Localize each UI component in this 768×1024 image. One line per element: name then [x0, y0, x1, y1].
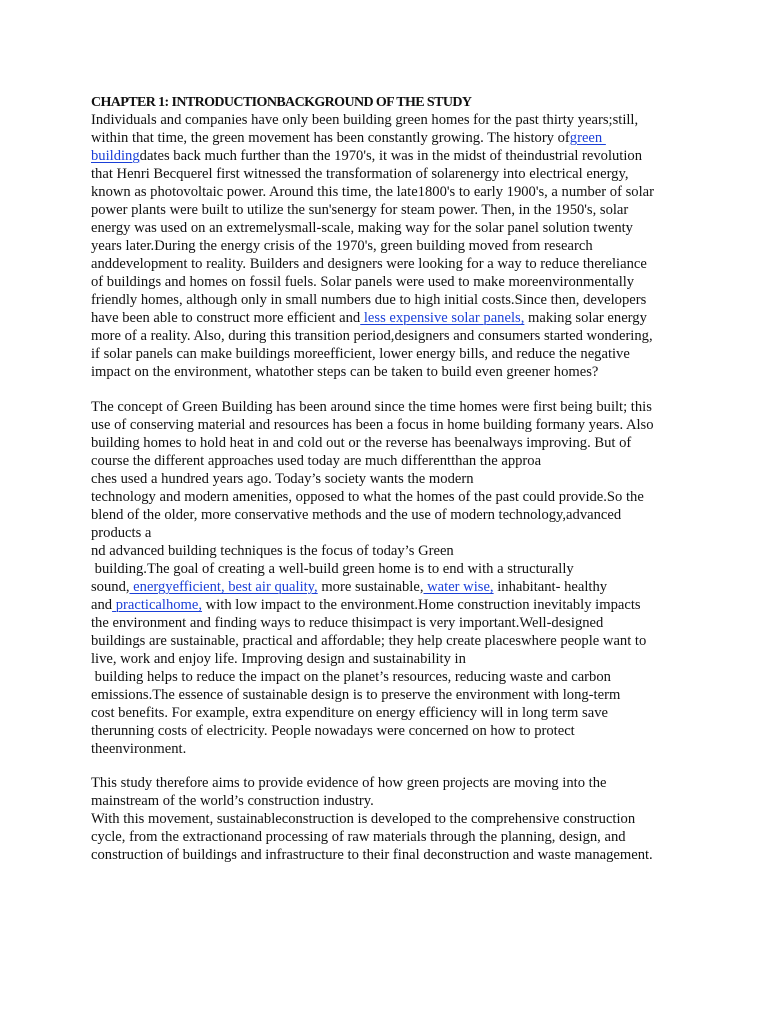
hyperlink[interactable]: green — [569, 130, 606, 146]
text-run: that Henri Becquerel first witnessed the transformation of solarenergy into electrical energy, — [91, 166, 629, 182]
text-line — [91, 345, 630, 363]
text-line — [91, 774, 607, 792]
text-run: friendly homes, although only in small numbers due to high initial costs.Since then, developers — [91, 292, 647, 308]
text-line — [91, 810, 635, 828]
text-run: emissions.The essence of sustainable design is to preserve the environment with long-term — [91, 687, 621, 703]
text-line — [91, 506, 621, 524]
text-line — [91, 183, 654, 201]
text-line — [91, 201, 628, 219]
text-run: building.The goal of creating a well-build green home is to end with a structurally — [91, 561, 574, 577]
text-run: use of conserving material and resources has been a focus in home building formany years. Also — [91, 417, 654, 433]
text-run: power plants were built to utilize the sun'senergy for steam power. Then, in the 1950's, solar — [91, 202, 629, 218]
text-run: products a — [91, 525, 152, 541]
text-run: nd advanced building techniques is the focus of today’s Green — [91, 543, 454, 559]
text-line — [91, 650, 466, 668]
text-line — [91, 147, 642, 165]
text-line — [91, 111, 638, 129]
text-line — [91, 632, 646, 650]
text-run: The concept of Green Building has been around since the time homes were first being built; this — [91, 399, 652, 415]
text-run: known as photovoltaic power. Around this time, the late1800's to early 1900's, a number of solar — [91, 184, 654, 200]
text-run: have been able to construct more efficient and — [91, 310, 361, 326]
text-run: more of a reality. Also, during this transition period,designers and consumers started wondering, — [91, 328, 653, 344]
text-run: the environment and finding ways to reduce thisimpact is very important.Well-designed — [91, 615, 604, 631]
text-line — [91, 434, 631, 452]
text-line — [91, 398, 652, 416]
text-line — [91, 740, 186, 758]
text-run: therunning costs of electricity. People nowadays were concerned on how to protect — [91, 723, 575, 739]
text-run: with low impact to the environment.Home construction inevitably impacts — [202, 597, 641, 613]
text-line — [91, 291, 646, 309]
hyperlink[interactable]: energyefficient, best air quality, — [129, 579, 318, 595]
text-run: energy was used on an extremelysmall-scale, making way for the solar panel solution twenty — [91, 220, 633, 236]
text-run: years later.During the energy crisis of the 1970's, green building moved from research — [91, 238, 593, 254]
text-run: course the different approaches used today are much differentthan the approa — [91, 453, 542, 469]
text-line — [91, 828, 626, 846]
text-run: This study therefore aims to provide evidence of how green projects are moving into the — [91, 775, 607, 791]
text-run: building homes to hold heat in and cold out or the reverse has beenalways improving. But of — [91, 435, 632, 451]
text-run: blend of the older, more conservative methods and the use of modern technology,advanced — [91, 507, 622, 523]
text-run: inhabitant- healthy — [493, 579, 608, 595]
text-line — [91, 363, 598, 381]
text-run: dates back much further than the 1970's, it was in the midst of theindustrial revolution — [139, 148, 643, 164]
hyperlink[interactable]: water wise, — [423, 579, 494, 595]
text-line — [91, 327, 653, 345]
text-run: if solar panels can make buildings moreefficient, lower energy bills, and reduce the negative — [91, 346, 630, 362]
text-run: building helps to reduce the impact on the planet’s resources, reducing waste and carbon — [91, 669, 611, 685]
text-run: making solar energy — [524, 310, 647, 326]
text-line — [91, 237, 593, 255]
text-line — [91, 470, 474, 488]
text-line — [91, 614, 603, 632]
text-run: of buildings and homes on fossil fuels. Solar panels were used to make moreenvironmentally — [91, 274, 635, 290]
text-line — [91, 309, 647, 327]
text-run: technology and modern amenities, opposed to what the homes of the past could provide.So the — [91, 489, 644, 505]
text-line — [91, 129, 606, 147]
text-run: more sustainable, — [317, 579, 424, 595]
text-run: anddevelopment to reality. Builders and designers were looking for a way to reduce thereliance — [91, 256, 647, 272]
chapter-heading: CHAPTER 1: INTRODUCTIONBACKGROUND OF THE STUDY — [91, 95, 472, 110]
text-line — [91, 452, 541, 470]
text-run: Individuals and companies have only been building green homes for the past thirty years;still, — [91, 112, 639, 128]
text-line — [91, 596, 641, 614]
text-line — [91, 488, 644, 506]
text-run: mainstream of the world’s construction industry. — [91, 793, 374, 809]
text-line — [91, 704, 608, 722]
text-run: cycle, from the extractionand processing of raw materials through the planning, design, and — [91, 829, 626, 845]
hyperlink[interactable]: practicalhome, — [112, 597, 203, 613]
text-line — [91, 165, 628, 183]
text-run: within that time, the green movement has been constantly growing. The history of — [91, 130, 570, 146]
text-line — [91, 668, 611, 686]
text-line — [91, 219, 633, 237]
text-line — [91, 560, 574, 578]
text-run: construction of buildings and infrastructure to their final deconstruction and waste management. — [91, 847, 653, 863]
text-line — [91, 273, 634, 291]
text-run: With this movement, sustainableconstruction is developed to the comprehensive construction — [91, 811, 636, 827]
text-line — [91, 524, 151, 542]
text-run: ches used a hundred years ago. Today’s society wants the modern — [91, 471, 474, 487]
hyperlink[interactable]: less expensive solar panels, — [360, 310, 525, 326]
text-run: and — [91, 597, 113, 613]
text-line — [91, 686, 620, 704]
text-run: impact on the environment, whatother steps can be taken to build even greener homes? — [91, 364, 599, 380]
text-line — [91, 792, 374, 810]
text-run: live, work and enjoy life. Improving design and sustainability in — [91, 651, 466, 667]
hyperlink[interactable]: building — [91, 148, 140, 164]
text-run: theenvironment. — [91, 741, 187, 757]
text-line — [91, 416, 654, 434]
text-run: buildings are sustainable, practical and affordable; they help create placeswhere people want to — [91, 633, 647, 649]
text-run: sound, — [91, 579, 130, 595]
text-line — [91, 722, 575, 740]
text-line — [91, 255, 647, 273]
text-line — [91, 846, 653, 864]
text-line — [91, 578, 607, 596]
text-run: cost benefits. For example, extra expenditure on energy efficiency will in long term save — [91, 705, 608, 721]
text-line — [91, 542, 454, 560]
